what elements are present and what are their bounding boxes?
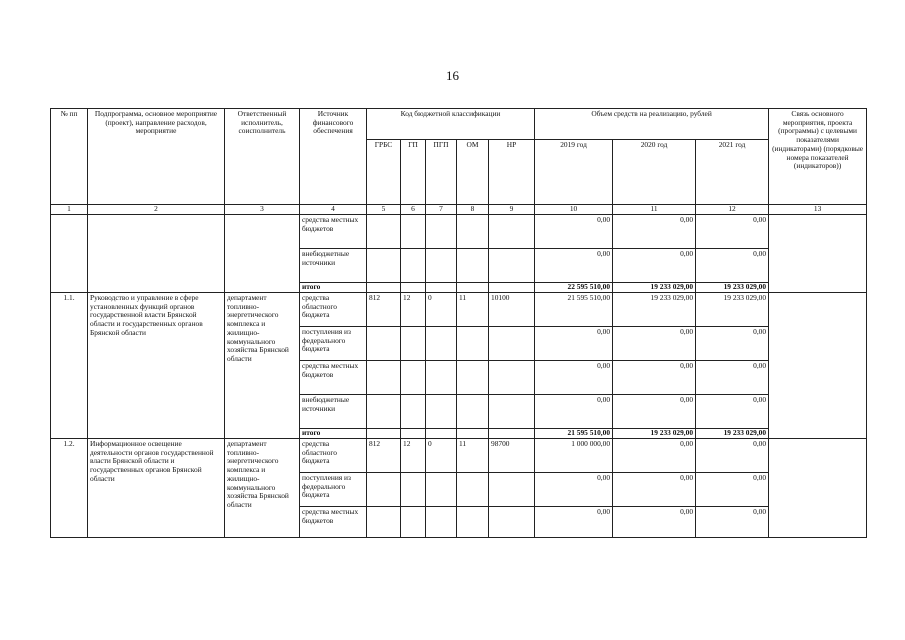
cell-om xyxy=(457,327,489,361)
cell-gp xyxy=(401,395,426,429)
cell-2021: 19 233 029,00 xyxy=(696,293,769,327)
cell-nr xyxy=(489,361,535,395)
cell-2021: 0,00 xyxy=(696,473,769,507)
cell-gp: 12 xyxy=(401,293,426,327)
table-body xyxy=(51,205,867,538)
column-number: 2 xyxy=(88,205,225,215)
cell-om xyxy=(457,473,489,507)
cell-grbs xyxy=(367,429,401,439)
cell-2020: 19 233 029,00 xyxy=(613,293,696,327)
header-executor: Ответственный исполнитель, соисполнитель xyxy=(225,109,300,205)
cell-source: внебюджетные источники xyxy=(300,395,367,429)
cell-nr xyxy=(489,215,535,249)
cell-grbs xyxy=(367,507,401,538)
cell-pgp xyxy=(426,361,457,395)
header-om: ОМ xyxy=(457,140,489,205)
cell-2019: 21 595 510,00 xyxy=(535,429,613,439)
header-2021: 2021 год xyxy=(696,140,769,205)
header-grbs: ГРБС xyxy=(367,140,401,205)
cell-om xyxy=(457,283,489,293)
column-number: 4 xyxy=(300,205,367,215)
cell-nr xyxy=(489,429,535,439)
cell-grbs xyxy=(367,215,401,249)
cell-empty xyxy=(88,215,225,293)
cell-gp xyxy=(401,429,426,439)
header-nr: НР xyxy=(489,140,535,205)
cell-2021: 0,00 xyxy=(696,361,769,395)
cell-gp xyxy=(401,473,426,507)
cell-source: итого xyxy=(300,429,367,439)
cell-2020: 19 233 029,00 xyxy=(613,429,696,439)
cell-grbs xyxy=(367,249,401,283)
cell-2019: 1 000 000,00 xyxy=(535,439,613,473)
header-2020: 2020 год xyxy=(613,140,696,205)
cell-nr: 10100 xyxy=(489,293,535,327)
cell-nr xyxy=(489,473,535,507)
program-table xyxy=(50,108,867,538)
cell-2019: 21 595 510,00 xyxy=(535,293,613,327)
cell-2020: 0,00 xyxy=(613,395,696,429)
table-row xyxy=(51,439,867,473)
cell-empty xyxy=(225,215,300,293)
cell-2020: 0,00 xyxy=(613,215,696,249)
column-number: 12 xyxy=(696,205,769,215)
cell-nr xyxy=(489,507,535,538)
cell-nr xyxy=(489,283,535,293)
table-row xyxy=(51,215,867,249)
cell-2020: 0,00 xyxy=(613,473,696,507)
column-number: 3 xyxy=(225,205,300,215)
header-volume: Объем средств на реализацию, рублей xyxy=(535,109,769,140)
cell-2019: 0,00 xyxy=(535,327,613,361)
cell-om xyxy=(457,429,489,439)
cell-pgp: 0 xyxy=(426,293,457,327)
table-row xyxy=(51,293,867,327)
cell-source: поступления из федерального бюджета xyxy=(300,473,367,507)
cell-source: средства местных бюджетов xyxy=(300,507,367,538)
cell-2019: 22 595 510,00 xyxy=(535,283,613,293)
cell-nr xyxy=(489,249,535,283)
cell-source: средства областного бюджета xyxy=(300,293,367,327)
cell-2020: 0,00 xyxy=(613,507,696,538)
column-number: 13 xyxy=(769,205,867,215)
cell-num: 1.1. xyxy=(51,293,88,439)
cell-pgp xyxy=(426,429,457,439)
column-number-row xyxy=(51,205,867,215)
column-number: 10 xyxy=(535,205,613,215)
cell-2020: 0,00 xyxy=(613,327,696,361)
cell-link xyxy=(769,439,867,538)
header-gp: ГП xyxy=(401,140,426,205)
cell-2019: 0,00 xyxy=(535,473,613,507)
column-number: 9 xyxy=(489,205,535,215)
cell-subprogram: Информационное освещение деятельности органов государственной власти Брянской области и государственных органов Брянской области xyxy=(88,439,225,538)
cell-gp xyxy=(401,215,426,249)
cell-pgp: 0 xyxy=(426,439,457,473)
cell-2020: 0,00 xyxy=(613,249,696,283)
cell-2019: 0,00 xyxy=(535,249,613,283)
cell-2020: 0,00 xyxy=(613,439,696,473)
column-number: 7 xyxy=(426,205,457,215)
cell-link xyxy=(769,293,867,439)
cell-gp xyxy=(401,283,426,293)
cell-gp xyxy=(401,507,426,538)
cell-2021: 0,00 xyxy=(696,249,769,283)
cell-pgp xyxy=(426,473,457,507)
cell-source: итого xyxy=(300,283,367,293)
cell-pgp xyxy=(426,249,457,283)
cell-2021: 0,00 xyxy=(696,439,769,473)
header-pgp: ПГП xyxy=(426,140,457,205)
column-number: 1 xyxy=(51,205,88,215)
cell-num: 1.2. xyxy=(51,439,88,538)
cell-2021: 0,00 xyxy=(696,395,769,429)
page-number: 16 xyxy=(446,68,459,83)
header-subprogram: Подпрограмма, основное мероприятие (проект), направление расходов, мероприятие xyxy=(88,109,225,205)
cell-gp xyxy=(401,327,426,361)
column-number: 11 xyxy=(613,205,696,215)
cell-executor: департамент топливно-энергетического комплекса и жилищно-коммунального хозяйства Брянской области xyxy=(225,439,300,538)
cell-nr xyxy=(489,395,535,429)
cell-source: средства местных бюджетов xyxy=(300,361,367,395)
column-number: 8 xyxy=(457,205,489,215)
cell-om: 11 xyxy=(457,439,489,473)
cell-om xyxy=(457,395,489,429)
cell-grbs xyxy=(367,283,401,293)
cell-2021: 19 233 029,00 xyxy=(696,283,769,293)
cell-source: средства областного бюджета xyxy=(300,439,367,473)
cell-pgp xyxy=(426,327,457,361)
cell-grbs xyxy=(367,473,401,507)
cell-2021: 0,00 xyxy=(696,215,769,249)
cell-2019: 0,00 xyxy=(535,395,613,429)
cell-source: средства местных бюджетов xyxy=(300,215,367,249)
cell-nr: 98700 xyxy=(489,439,535,473)
cell-nr xyxy=(489,327,535,361)
cell-om xyxy=(457,249,489,283)
column-number: 5 xyxy=(367,205,401,215)
cell-2020: 0,00 xyxy=(613,361,696,395)
cell-om xyxy=(457,215,489,249)
column-number: 6 xyxy=(401,205,426,215)
cell-2020: 19 233 029,00 xyxy=(613,283,696,293)
cell-2021: 0,00 xyxy=(696,327,769,361)
header-link: Связь основного мероприятия, проекта (программы) с целевыми показателями (индикаторами) (порядковые номера показателей (индикаторов)) xyxy=(769,109,867,205)
cell-pgp xyxy=(426,215,457,249)
cell-executor: департамент топливно-энергетического комплекса и жилищно-коммунального хозяйства Брянской области xyxy=(225,293,300,439)
cell-grbs: 812 xyxy=(367,293,401,327)
cell-grbs xyxy=(367,361,401,395)
cell-source: поступления из федерального бюджета xyxy=(300,327,367,361)
cell-link xyxy=(769,215,867,293)
cell-source: внебюджетные источники xyxy=(300,249,367,283)
cell-om xyxy=(457,507,489,538)
cell-2019: 0,00 xyxy=(535,361,613,395)
cell-grbs: 812 xyxy=(367,439,401,473)
cell-grbs xyxy=(367,327,401,361)
cell-2019: 0,00 xyxy=(535,215,613,249)
header-kbk: Код бюджетной классификации xyxy=(367,109,535,140)
cell-om xyxy=(457,361,489,395)
header-source: Источник финансового обеспечения xyxy=(300,109,367,205)
cell-2021: 0,00 xyxy=(696,507,769,538)
cell-2021: 19 233 029,00 xyxy=(696,429,769,439)
cell-2019: 0,00 xyxy=(535,507,613,538)
cell-empty xyxy=(51,215,88,293)
cell-pgp xyxy=(426,395,457,429)
cell-subprogram: Руководство и управление в сфере установленных функций органов государственной власти Брянской области и государственных органов Брянской области xyxy=(88,293,225,439)
cell-gp xyxy=(401,361,426,395)
cell-gp: 12 xyxy=(401,439,426,473)
cell-om: 11 xyxy=(457,293,489,327)
cell-pgp xyxy=(426,283,457,293)
header-num: № пп xyxy=(51,109,88,205)
cell-gp xyxy=(401,249,426,283)
table-header xyxy=(51,109,867,205)
cell-pgp xyxy=(426,507,457,538)
cell-grbs xyxy=(367,395,401,429)
header-2019: 2019 год xyxy=(535,140,613,205)
